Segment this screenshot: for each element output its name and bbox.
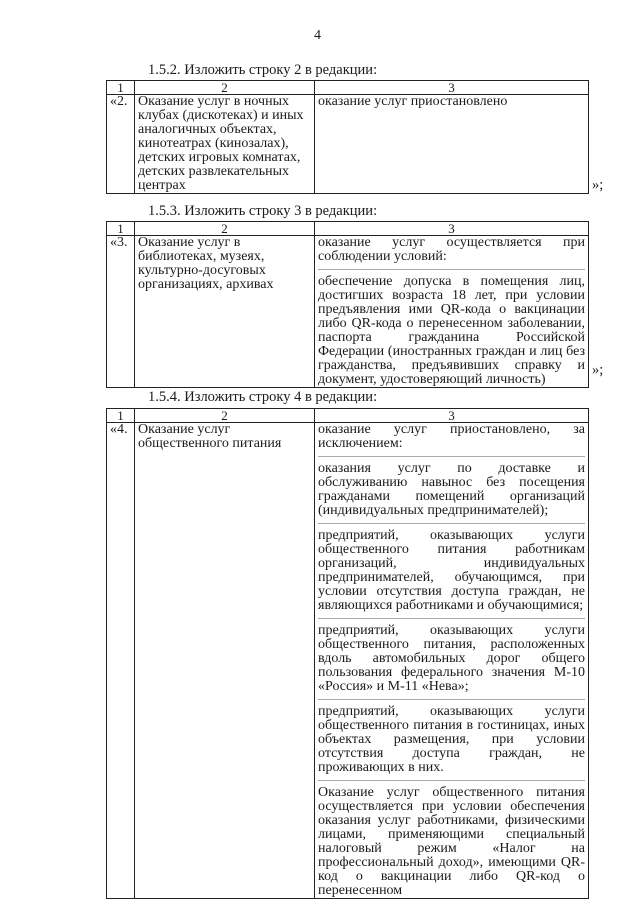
- service-name: Оказание услуг общественного питания: [135, 423, 315, 899]
- table-header-row: [107, 222, 589, 236]
- service-name: Оказание услуг в ночных клубах (дискотеках) и иных аналогичных объектах, кинотеатрах (кинозалах), детских игровых комнатах, детских развлекательных центрах: [135, 95, 315, 194]
- header-cell: 2: [135, 222, 315, 236]
- header-cell: 2: [135, 409, 315, 423]
- page-number: 4: [314, 28, 321, 43]
- amendment-table: [106, 221, 589, 388]
- header-cell: 1: [107, 409, 135, 423]
- closing-quote: »;: [592, 177, 604, 193]
- header-cell: 3: [315, 81, 589, 95]
- amendment-table: [106, 80, 589, 194]
- row-number: «2.: [107, 95, 135, 194]
- service-conditions: [315, 236, 589, 388]
- condition-paragraph: обеспечение допуска в помещения лиц, достигших возраста 18 лет, при условии предъявления ими QR-кода о вакцинации либо QR-кода о перенесенном заболевании, паспорта гражданина Российской Федерации (иностранных граждан и лиц без гражданства, предъявивших справку и документ, удостоверяющий личность): [318, 269, 585, 387]
- condition-paragraph: предприятий, оказывающих услуги общественного питания работникам организаций, индивидуальных предпринимателей, обучающимся, при условии отсутствия доступа граждан, не являющихся работниками и обучающимися;: [318, 523, 585, 613]
- condition-paragraph: оказание услуг приостановлено, за исключением:: [318, 422, 585, 451]
- header-cell: 3: [315, 222, 589, 236]
- clause-heading: 1.5.4. Изложить строку 4 в редакции:: [148, 389, 378, 405]
- row-number: «3.: [107, 236, 135, 388]
- service-conditions: [315, 423, 589, 899]
- header-cell: 1: [107, 81, 135, 95]
- service-name: Оказание услуг в библиотеках, музеях, культурно-досуговых организациях, архивах: [135, 236, 315, 388]
- service-conditions: [315, 95, 589, 194]
- table-header-row: [107, 409, 589, 423]
- table-row: [107, 95, 589, 194]
- condition-paragraph: предприятий, оказывающих услуги общественного питания, расположенных вдоль автомобильных дорог общего пользования федерального значения М-10 «Россия» и М-11 «Нева»;: [318, 618, 585, 694]
- closing-quote: »;: [592, 362, 604, 378]
- row-number: «4.: [107, 423, 135, 899]
- table-header-row: [107, 81, 589, 95]
- header-cell: 1: [107, 222, 135, 236]
- condition-paragraph: оказание услуг осуществляется при соблюдении условий:: [318, 235, 585, 264]
- header-cell: 3: [315, 409, 589, 423]
- header-cell: 2: [135, 81, 315, 95]
- condition-paragraph: оказания услуг по доставке и обслуживанию навынос без посещения гражданами помещений организаций (индивидуальных предпринимателей);: [318, 456, 585, 518]
- clause-heading: 1.5.2. Изложить строку 2 в редакции:: [148, 62, 378, 78]
- amendment-table: [106, 408, 589, 899]
- condition-paragraph: предприятий, оказывающих услуги общественного питания в гостиницах, иных объектах размещения, при условии отсутствия доступа граждан, не проживающих в них.: [318, 699, 585, 775]
- table-row: [107, 236, 589, 388]
- clause-heading: 1.5.3. Изложить строку 3 в редакции:: [148, 203, 378, 219]
- condition-paragraph: оказание услуг приостановлено: [318, 94, 508, 109]
- condition-paragraph: Оказание услуг общественного питания осуществляется при условии обеспечения оказания услуг работниками, физическими лицами, применяющими специальный налоговый режим «Налог на профессиональный доход», имеющими QR-код о вакцинации либо QR-код о перенесенном: [318, 780, 585, 898]
- table-row: [107, 423, 589, 899]
